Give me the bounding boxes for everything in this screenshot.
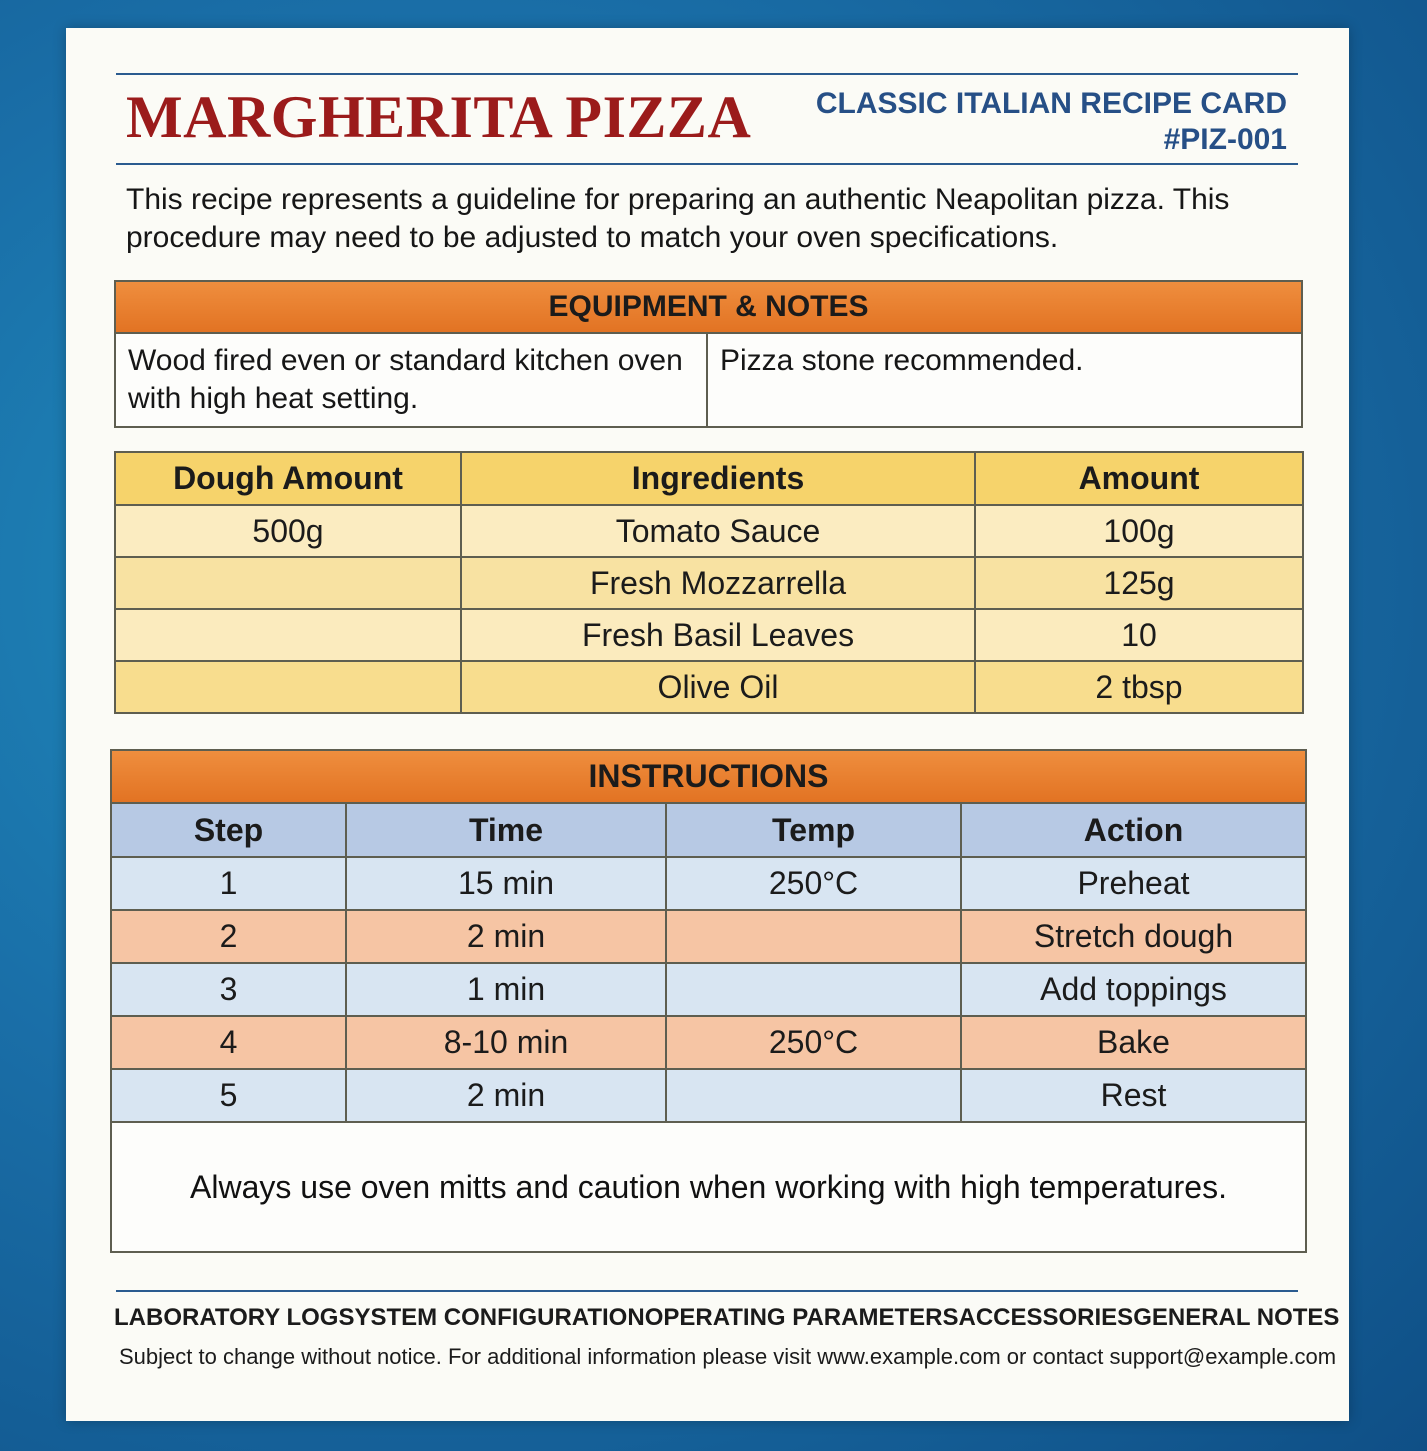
card-subtitle [816, 86, 1287, 158]
recipe-title: MARGHERITA PIZZA [126, 84, 752, 150]
step-cell: 3 [111, 963, 346, 1016]
footer-rule [116, 1290, 1298, 1292]
time-cell: 8-10 min [346, 1016, 666, 1069]
card-type-label: CLASSIC ITALIAN RECIPE CARD [815, 87, 1287, 120]
step-cell: 1 [111, 857, 346, 910]
step-cell: 2 [111, 910, 346, 963]
ingredient-cell: Olive Oil [461, 661, 975, 713]
table-row [111, 910, 1306, 963]
table-row [115, 609, 1303, 661]
instructions-header-row [111, 803, 1306, 857]
instructions-heading: INSTRUCTIONS [111, 750, 1306, 803]
temp-cell: 250°C [666, 857, 961, 910]
footer-nav [114, 1304, 1340, 1332]
footer-link-accessories[interactable]: ACCESSORIES [958, 1304, 1134, 1331]
dough-amount-cell: 500g [115, 505, 461, 557]
footer-disclaimer: Subject to change without notice. For additional information please visit www.example.com or contact support@example.com [119, 1344, 1337, 1369]
amount-cell: 100g [975, 505, 1303, 557]
equipment-note-stone: Pizza stone recommended. [707, 333, 1302, 427]
table-row [115, 557, 1303, 609]
safety-note: Always use oven mitts and caution when working with high temperatures. [111, 1122, 1306, 1252]
table-row [111, 963, 1306, 1016]
table-row [115, 505, 1303, 557]
action-cell: Stretch dough [961, 910, 1306, 963]
intro-paragraph: This recipe represents a guideline for preparing an authentic Neapolitan pizza. This procedure may need to be adjusted to match your oven specifications. [126, 183, 1230, 254]
action-cell: Preheat [961, 857, 1306, 910]
title-underline-rule [116, 163, 1298, 165]
card-id-label: #PIZ-001 [1163, 123, 1287, 156]
ingredients-header-row [115, 452, 1303, 505]
column-header: Time [346, 803, 666, 857]
time-cell: 15 min [346, 857, 666, 910]
temp-cell [666, 1069, 961, 1122]
column-header: Action [961, 803, 1306, 857]
equipment-note-oven: Wood fired even or standard kitchen oven with high heat setting. [115, 333, 707, 427]
ingredients-table [114, 451, 1304, 714]
temp-cell: 250°C [666, 1016, 961, 1069]
ingredient-cell: Tomato Sauce [461, 505, 975, 557]
instructions-table [110, 749, 1307, 1253]
temp-cell [666, 910, 961, 963]
dough-amount-cell [115, 661, 461, 713]
time-cell: 1 min [346, 963, 666, 1016]
column-header: Ingredients [461, 452, 975, 505]
column-header: Temp [666, 803, 961, 857]
temp-cell [666, 963, 961, 1016]
ingredient-cell: Fresh Mozzarrella [461, 557, 975, 609]
step-cell: 5 [111, 1069, 346, 1122]
recipe-card [66, 28, 1349, 1421]
table-row [111, 1016, 1306, 1069]
table-row [111, 857, 1306, 910]
equipment-heading: EQUIPMENT & NOTES [115, 281, 1302, 333]
footer-link-general-notes[interactable]: GENERAL NOTES [1133, 1304, 1340, 1331]
amount-cell: 125g [975, 557, 1303, 609]
amount-cell: 2 tbsp [975, 661, 1303, 713]
step-cell: 4 [111, 1016, 346, 1069]
dough-amount-cell [115, 609, 461, 661]
dough-amount-cell [115, 557, 461, 609]
action-cell: Rest [961, 1069, 1306, 1122]
ingredient-cell: Fresh Basil Leaves [461, 609, 975, 661]
action-cell: Bake [961, 1016, 1306, 1069]
top-rule [116, 73, 1298, 75]
table-row [111, 1069, 1306, 1122]
footer-link-laboratory-log[interactable]: LABORATORY LOG [114, 1304, 339, 1331]
amount-cell: 10 [975, 609, 1303, 661]
footer-link-operating-parameters[interactable]: OPERATING PARAMETERS [644, 1304, 959, 1331]
action-cell: Add toppings [961, 963, 1306, 1016]
column-header: Amount [975, 452, 1303, 505]
column-header: Dough Amount [115, 452, 461, 505]
footer-link-system-configuration[interactable]: SYSTEM CONFIGURATION [338, 1304, 645, 1331]
time-cell: 2 min [346, 1069, 666, 1122]
time-cell: 2 min [346, 910, 666, 963]
equipment-table [114, 280, 1303, 428]
table-row [115, 661, 1303, 713]
column-header: Step [111, 803, 346, 857]
